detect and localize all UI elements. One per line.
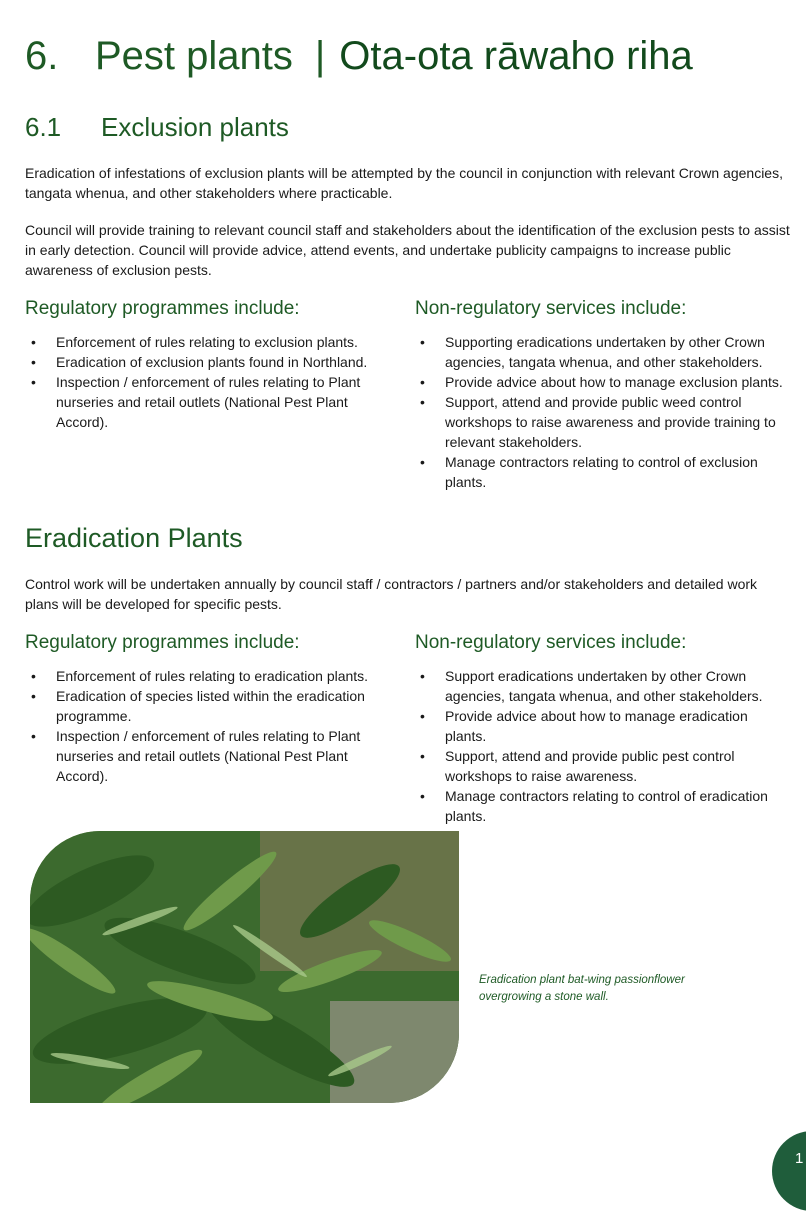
page-number-tab xyxy=(772,1131,806,1211)
exclusion-regulatory-list xyxy=(26,332,391,432)
passionflower-photo xyxy=(30,831,459,1103)
list-item: • Supporting eradications undertaken by other Crown agencies, tangata whenua, and other stakeholders. xyxy=(415,332,790,372)
list-item: • Provide advice about how to manage eradication plants. xyxy=(415,706,790,746)
list-item: • Inspection / enforcement of rules relating to Plant nurseries and retail outlets (National Pest Plant Accord). xyxy=(26,726,391,786)
section-heading xyxy=(25,112,289,143)
list-item: • Provide advice about how to manage exclusion plants. xyxy=(415,372,790,392)
list-item: • Manage contractors relating to control of exclusion plants. xyxy=(415,452,790,492)
heading-title: Pest plants xyxy=(95,34,293,78)
photo-caption: Eradication plant bat-wing passionflower overgrowing a stone wall. xyxy=(479,974,685,1003)
eradication-regulatory-heading: Regulatory programmes include: xyxy=(25,632,300,653)
heading-title-maori: Ota-ota rāwaho riha xyxy=(339,34,693,78)
eradication-heading: Eradication Plants xyxy=(25,523,243,553)
list-item: • Enforcement of rules relating to eradication plants. xyxy=(26,666,391,686)
page-heading xyxy=(25,34,693,79)
exclusion-regulatory-heading: Regulatory programmes include: xyxy=(25,298,300,319)
eradication-nonregulatory-heading: Non-regulatory services include: xyxy=(415,632,687,653)
list-item: • Manage contractors relating to control of eradication plants. xyxy=(415,786,790,826)
exclusion-paragraph-1: Eradication of infestations of exclusion plants will be attempted by the council in conjunction with relevant Crown agencies, tangata whenua, and other stakeholders where practicable. xyxy=(25,165,783,201)
list-item: • Support, attend and provide public weed control workshops to raise awareness and provide training to relevant stakeholders. xyxy=(415,392,790,452)
page-number: 1 xyxy=(795,1150,804,1167)
list-item: • Support, attend and provide public pest control workshops to raise awareness. xyxy=(415,746,790,786)
exclusion-nonregulatory-heading: Non-regulatory services include: xyxy=(415,298,687,319)
eradication-nonregulatory-list xyxy=(415,666,790,826)
section-title: Exclusion plants xyxy=(101,112,289,142)
eradication-regulatory-list xyxy=(26,666,391,786)
list-item: • Enforcement of rules relating to exclusion plants. xyxy=(26,332,391,352)
list-item: • Inspection / enforcement of rules relating to Plant nurseries and retail outlets (National Pest Plant Accord). xyxy=(26,372,391,432)
exclusion-paragraph-2: Council will provide training to relevant council staff and stakeholders about the identification of the exclusion pests to assist in early detection. Council will provide advice, attend events, and undertake publicity campaigns to increase public awareness of exclusion pests. xyxy=(25,222,790,278)
heading-number: 6. xyxy=(25,34,59,78)
foliage-illustration xyxy=(30,831,459,1103)
section-number: 6.1 xyxy=(25,112,62,142)
exclusion-nonregulatory-list xyxy=(415,332,790,492)
list-item: • Eradication of exclusion plants found in Northland. xyxy=(26,352,391,372)
heading-separator: | xyxy=(314,34,326,78)
list-item: • Eradication of species listed within the eradication programme. xyxy=(26,686,391,726)
list-item: • Support eradications undertaken by other Crown agencies, tangata whenua, and other stakeholders. xyxy=(415,666,790,706)
eradication-paragraph: Control work will be undertaken annually by council staff / contractors / partners and/or stakeholders and detailed work plans will be developed for specific pests. xyxy=(25,576,758,612)
